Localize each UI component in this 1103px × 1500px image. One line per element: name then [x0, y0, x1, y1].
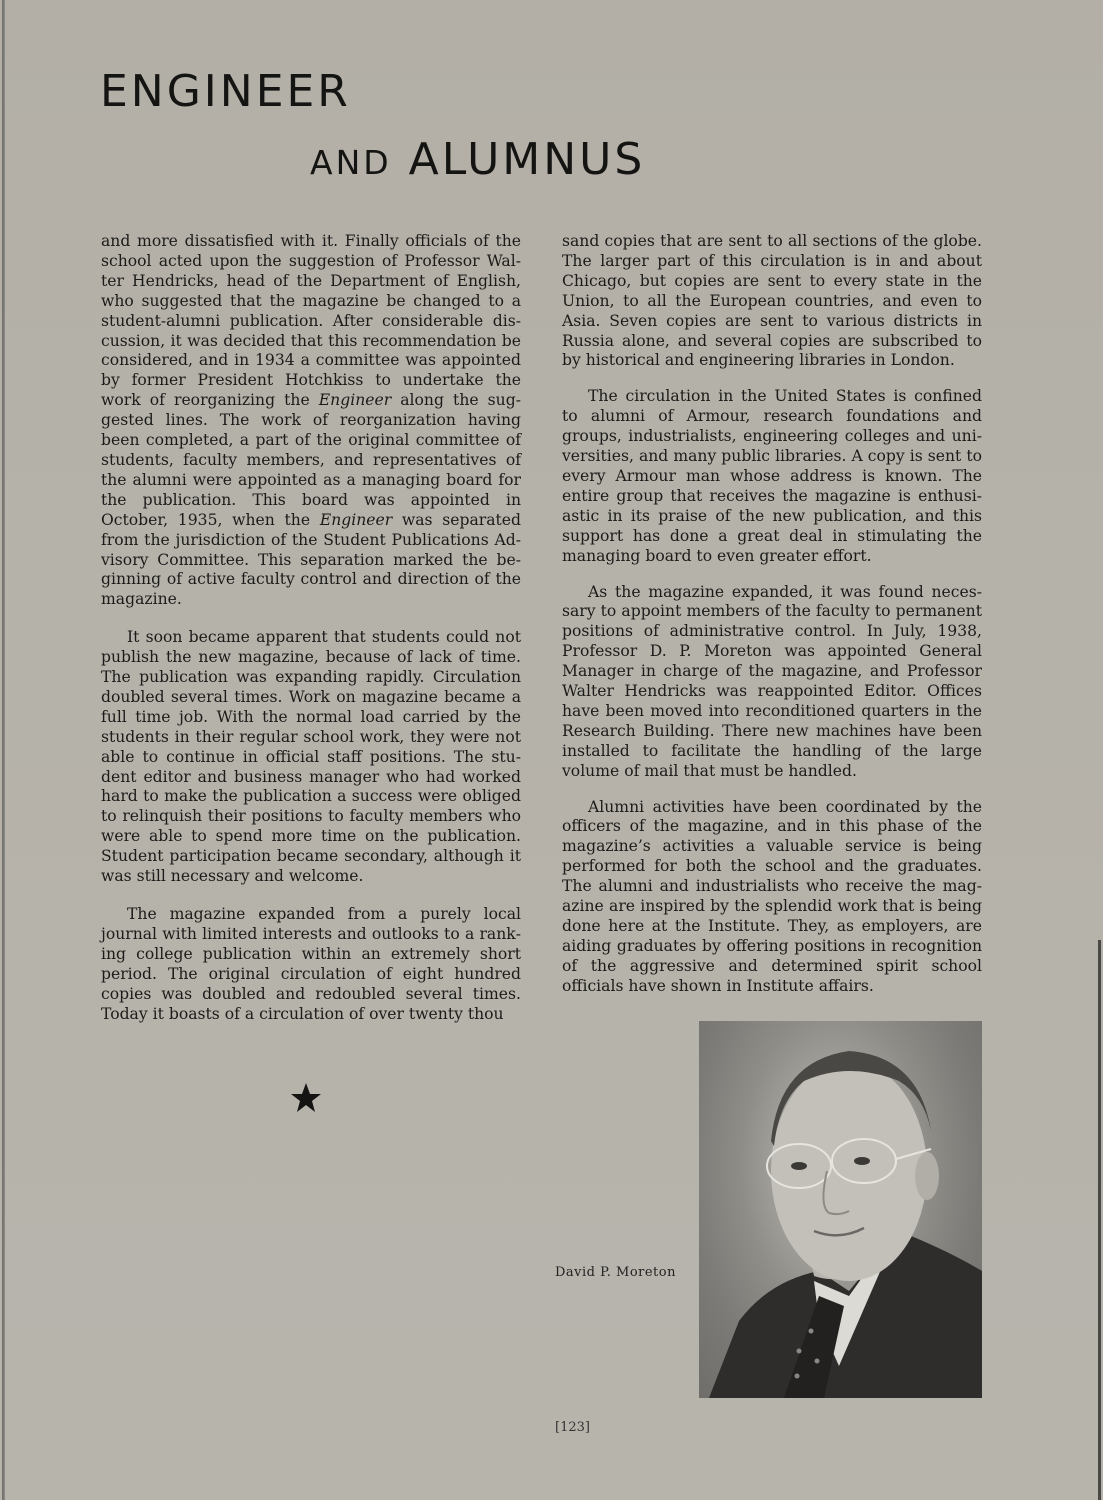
page-title-line2: [310, 134, 646, 185]
photo-caption: David P. Moreton: [555, 1265, 676, 1280]
right-paragraph-1: sand copies that are sent to all sections of the globe. The larger part of this circulation is in and about Chicago, but copies are sent to every state in the Union, to all the European countries, and even to Asia. Seven copies are sent to various districts in Russia alone, and several copies are subscribed to by historical and engineering libraries in London.: [562, 232, 982, 370]
right-paragraph-2: The circulation in the United States is confined to alumni of Armour, research foundations and groups, industrialists, engineering colleges and universities, and many public libraries. A copy is sent to every Armour man whose address is known. The entire group that receives the magazine is enthusiastic in its praise of the new publication, and this support has done a great deal in stimulating the managing board to even greater effort.: [562, 387, 982, 565]
title-alumnus: ALUMNUS: [408, 134, 646, 185]
left-paragraph-2: It soon became apparent that students could not publish the new magazine, because of lack of time. The publication was expanding rapidly. Circulation doubled several times. Work on magazine became a full time job. With the normal load carried by the students in their regular school work, they were not able to continue in official staff positions. The student editor and business manager who had worked hard to make the publication a success were obliged to relinquish their positions to faculty members who were able to spend more time on the publication. Student participation became secondary, although it was still necessary and welcome.: [101, 628, 521, 886]
page-edge-left: [2, 0, 5, 1500]
left-column: [101, 232, 521, 1024]
right-paragraph-4: Alumni activities have been coordinated by the officers of the magazine, and in this phase of the magazine’s activities a valuable service is being performed for both the school and the graduates. The alumni and industrialists who receive the magazine are inspired by the splendid work that is being done here at the Institute. They, as employers, are aiding graduates by offering positions in recognition of the aggressive and determined spirit school officials have shown in Institute affairs.: [562, 797, 982, 995]
text-run: along the suggested lines. The work of reorganization having been completed, a part of the original committee of students, faculty members, and representatives of the alumni were appointed as a managing board for the publication. This board was appointed in October, 1935, when the: [101, 391, 521, 529]
right-column: [562, 232, 982, 1013]
page-edge-right: [1098, 940, 1101, 1500]
right-paragraph-3: As the magazine expanded, it was found necessary to appoint members of the faculty to permanent positions of administrative control. In July, 1938, Professor D. P. Moreton was appointed General Manager in charge of the magazine, and Professor Walter Hendricks was reappointed Editor. Offices have been moved into reconditioned quarters in the Research Building. There new machines have been installed to facilitate the handling of the large volume of mail that must be handled.: [562, 582, 982, 780]
portrait-illustration: [699, 1021, 982, 1398]
italic-engineer: Engineer: [319, 510, 393, 529]
left-paragraph-3: The magazine expanded from a purely local journal with limited interests and outlooks to a ranking college publication within an extremely short period. The original circulation of eight hundred copies was doubled and redoubled several times. Today it boasts of a circulation of over twenty thou: [101, 905, 521, 1023]
left-paragraph-1: [101, 232, 521, 610]
page-number: [123]: [555, 1420, 590, 1435]
portrait-photo: [699, 1021, 982, 1398]
star-icon: [290, 1082, 322, 1114]
text-run: was separated from the jurisdiction of the Student Publications Advisory Committee. This separation marked the beginning of active faculty control and direction of the magazine.: [101, 510, 521, 609]
page-title-line1: ENGINEER: [100, 66, 351, 117]
italic-engineer: Engineer: [318, 391, 392, 410]
text-run: and more dissatisfied with it. Finally officials of the school acted upon the suggestion of Professor Walter Hendricks, head of the Department of English, who suggested that the magazine be changed to a student-alumni publication. After considerable discussion, it was decided that this recommendation be considered, and in 1934 a committee was appointed by former President Hotchkiss to undertake the work of reorganizing the: [101, 232, 521, 410]
title-and: AND: [310, 143, 392, 182]
